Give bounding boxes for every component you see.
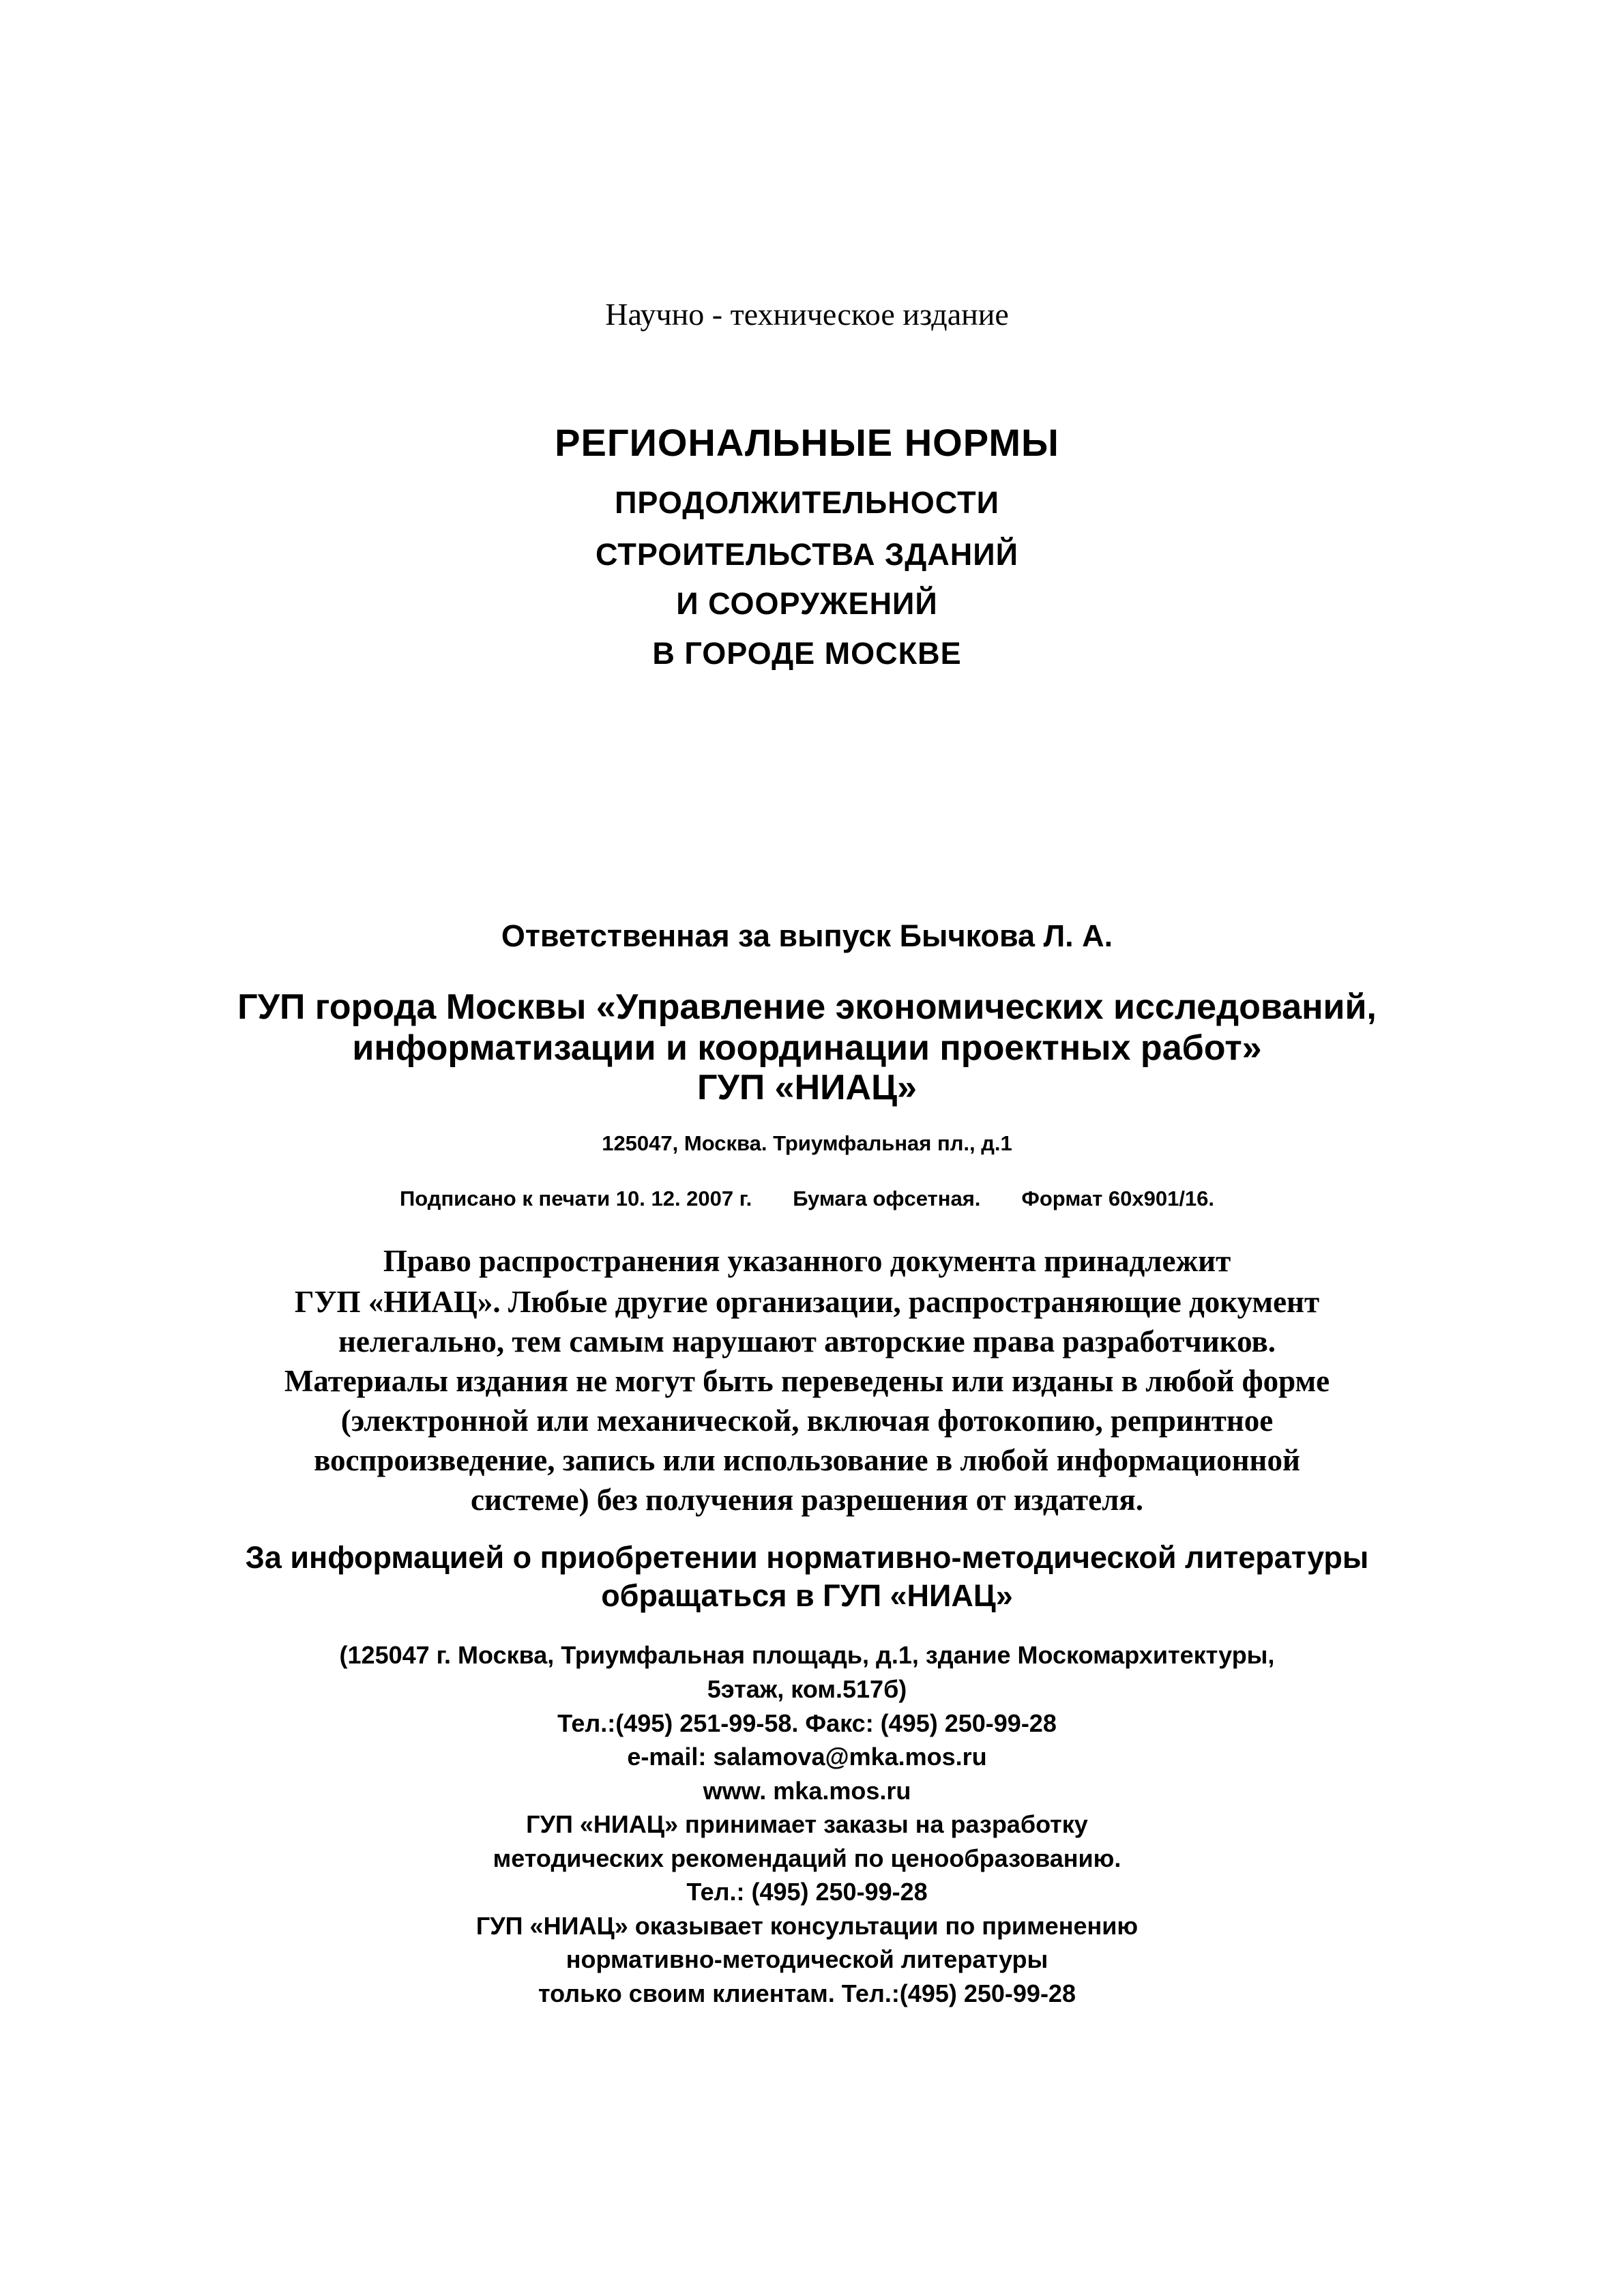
contact-line: только своим клиентам. Тел.:(495) 250-99-28: [538, 1979, 1076, 2007]
contact-website: www. mka.mos.ru: [703, 1777, 911, 1805]
contact-line: 5этаж, ком.517б): [707, 1675, 907, 1703]
info-line: За информацией о приобретении нормативно-методической литературы: [245, 1540, 1369, 1575]
imprint-format: Формат 60х901/16.: [1021, 1187, 1215, 1210]
contact-line: ГУП «НИАЦ» оказывает консультации по применению: [475, 1912, 1139, 1940]
imprint-signed: Подписано к печати 10. 12. 2007 г.: [399, 1187, 752, 1210]
publisher-line-3: ГУП «НИАЦ»: [697, 1068, 917, 1107]
copyright-line: системе) без получения разрешения от издателя.: [471, 1483, 1143, 1517]
info-line: обращаться в ГУП «НИАЦ»: [601, 1578, 1013, 1613]
publisher-line-2: информатизации и координации проектных работ»: [352, 1028, 1262, 1068]
copyright-line: воспроизведение, запись или использование в любой информационной: [314, 1443, 1300, 1477]
publication-type: Научно - техническое издание: [605, 297, 1009, 332]
copyright-line: (электронной или механической, включая фотокопию, репринтное: [340, 1404, 1274, 1438]
title-line-4: И СООРУЖЕНИЙ: [676, 586, 938, 621]
title-line-1: РЕГИОНАЛЬНЫЕ НОРМЫ: [555, 421, 1059, 464]
contact-phone: Тел.: (495) 250-99-28: [686, 1878, 928, 1906]
contact-line: нормативно-методической литературы: [566, 1945, 1048, 1973]
contact-line: (125047 г. Москва, Триумфальная площадь, д.1, здание Москомархитектуры,: [339, 1641, 1275, 1669]
title-line-3: СТРОИТЕЛЬСТВА ЗДАНИЙ: [596, 537, 1018, 572]
responsible-editor: Ответственная за выпуск Бычкова Л. А.: [501, 918, 1113, 953]
title-line-2: ПРОДОЛЖИТЕЛЬНОСТИ: [615, 485, 999, 520]
title-line-5: В ГОРОДЕ МОСКВЕ: [652, 636, 962, 671]
copyright-line: ГУП «НИАЦ». Любые другие организации, распространяющие документ: [294, 1285, 1320, 1319]
imprint-row: [0, 1188, 1614, 1209]
copyright-line: Право распространения указанного документа принадлежит: [383, 1244, 1231, 1278]
contact-email: e-mail: salamova@mka.mos.ru: [627, 1743, 987, 1771]
copyright-line: нелегально, тем самым нарушают авторские права разработчиков.: [338, 1324, 1276, 1358]
contact-line: ГУП «НИАЦ» принимает заказы на разработку: [526, 1810, 1088, 1838]
contact-line: методических рекомендаций по ценообразованию.: [493, 1844, 1121, 1872]
publisher-line-1: ГУП города Москвы «Управление экономических исследований,: [237, 987, 1377, 1027]
publisher-address: 125047, Москва. Триумфальная пл., д.1: [602, 1131, 1012, 1155]
contact-phone-fax: Тел.:(495) 251-99-58. Факс: (495) 250-99-28: [557, 1709, 1057, 1737]
copyright-line: Материалы издания не могут быть переведены или изданы в любой форме: [284, 1364, 1330, 1398]
imprint-paper: Бумага офсетная.: [793, 1187, 981, 1210]
